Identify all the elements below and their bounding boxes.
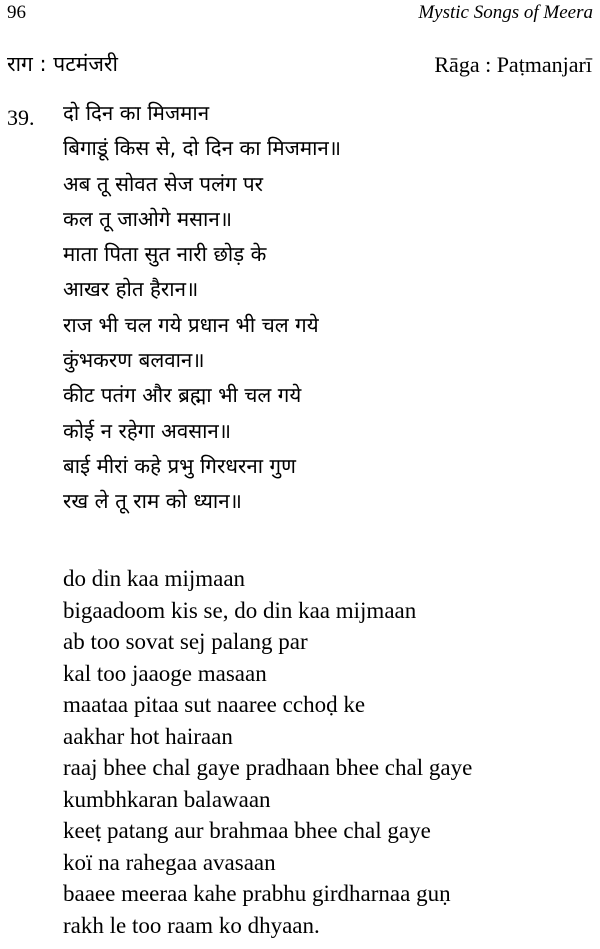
hindi-verse-line: माता पिता सुत नारी छोड़ के [63,242,267,267]
transliteration-line: raaj bhee chal gaye pradhaan bhee chal gaye [63,755,473,780]
hindi-verse-line: कुंभकरण बलवान॥ [63,348,205,373]
raga-heading-hindi: राग : पटमंजरी [7,52,118,76]
hindi-verse-line: राज भी चल गये प्रधान भी चल गये [63,312,319,337]
transliteration-verse [63,563,472,941]
transliteration-line: bigaadoom kis se, do din kaa mijmaan [63,597,417,623]
hindi-verse-line: कीट पतंग और ब्रह्मा भी चल गये [63,383,302,408]
page-number: 96 [7,2,26,23]
hindi-verse-line: बिगाडूं किस से, दो दिन का मिजमान॥ [63,136,342,161]
transliteration-line: kal too jaaoge masaan [63,660,267,686]
hindi-verse [63,96,341,520]
transliteration-line: baaee meeraa kahe prabhu girdharnaa guṇ [63,881,451,906]
hindi-verse-line: आखर होत हैरान॥ [63,277,199,302]
hindi-verse-line: कल तू जाओगे मसान॥ [63,206,232,231]
transliteration-line: maataa pitaa sut naaree cchoḍ ke [63,692,366,717]
transliteration-line: koï na rahegaa avasaan [63,849,276,875]
transliteration-line: do din kaa mijmaan [63,566,246,591]
running-head-title: Mystic Songs of Meera [418,2,593,23]
hindi-verse-line: दो दिन का मिजमान [63,101,210,125]
song-number: 39. [7,105,35,130]
transliteration-line: aakhar hot hairaan [63,723,233,749]
hindi-verse-line: रख ले तू राम को ध्यान॥ [63,489,242,514]
transliteration-line: ab too sovat sej palang par [63,629,308,654]
transliteration-line: keeṭ patang aur brahmaa bhee chal gaye [63,818,431,843]
hindi-verse-line: कोई न रहेगा अवसान॥ [63,418,232,443]
transliteration-line: kumbhkaran balawaan [63,786,271,812]
hindi-verse-line: अब तू सोवत सेज पलंग पर [63,171,264,196]
transliteration-line: rakh le too raam ko dhyaan. [63,912,320,938]
raga-heading-latin: Rāga : Paṭmanjarī [434,52,592,77]
hindi-verse-line: बाई मीरां कहे प्रभु गिरधरना गुण [63,453,296,478]
